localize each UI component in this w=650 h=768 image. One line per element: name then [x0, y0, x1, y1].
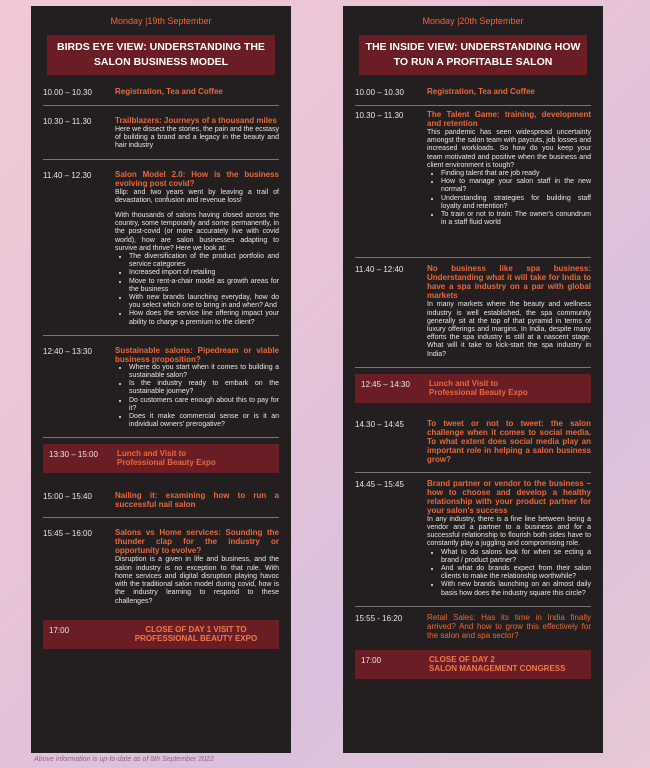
session-time: 12:40 – 13:30 — [43, 346, 92, 356]
session-title: The Talent Game: training, development and retention — [427, 110, 591, 128]
session-bullets — [427, 549, 591, 598]
bullet-item: • With new brands launching everyday, how do you select which one to bring in and when? And — [129, 294, 279, 310]
bullet-item: • Is the industry ready to embark on the sustainable journey? — [129, 380, 279, 396]
session-time: 11.40 – 12.30 — [43, 170, 92, 180]
session-brand-partner — [355, 473, 591, 607]
close-of-day-box — [43, 620, 279, 649]
close-title: CLOSE OF DAY 2 — [429, 654, 495, 664]
close-subtitle: PROFESSIONAL BEAUTY EXPO — [134, 633, 258, 643]
update-footnote: Above information is up-to-date as of 8th September 2022 — [34, 756, 214, 763]
session-nailing-it — [43, 483, 279, 518]
session-time: 15:00 – 15:40 — [43, 492, 92, 502]
lunch-subtitle: Professional Beauty Expo — [117, 458, 216, 468]
close-of-day-box — [355, 650, 591, 679]
bullet-item: • Understanding strategies for building staff loyalty and retention? — [441, 195, 591, 211]
session-description: Disruption is a given in life and business, and the salon industry is no exception to that rule. With home services and digital disruption playing havoc with the traditional salon model during covid, how is the industry learning to respond to these challenges? — [115, 556, 279, 605]
session-trailblazers — [43, 106, 279, 160]
session-time: 14.30 – 14:45 — [355, 419, 404, 429]
session-description-intro: Blip: and two years went by leaving a trail of devastation, confusion and revenue loss! — [115, 188, 279, 204]
bullet-item: • Where do you start when it comes to building a sustainable salon? — [129, 364, 279, 380]
session-title: Nailing it: examining how to run a successful nail salon — [115, 491, 279, 510]
session-title: Retail Sales: Has its time in India finally arrived? And how to grow this effectively for the salon and spa sector? — [427, 612, 591, 640]
bullet-item: • Do customers care enough about this to pay for it? — [129, 397, 279, 413]
bullet-item: • Finding talent that are job ready — [441, 170, 591, 178]
session-description: In many markets where the beauty and wellness industry is well established, the spa community generally sit at the top of that pyramid in terms of luxury offerings and margins. In India, despite many efforts the spa industry is still at a nascent stage. What will it take to kick-start the spa industry in India? — [427, 301, 591, 358]
session-time: 15:45 – 16:00 — [43, 529, 92, 539]
lunch-break-box — [43, 444, 279, 473]
session-time: 11.40 – 12:40 — [355, 265, 404, 275]
session-time: 10.00 – 10.30 — [355, 88, 404, 97]
session-sustainable-salons — [43, 336, 279, 439]
session-time: 10.00 – 10.30 — [43, 88, 92, 97]
bullet-item: • Does it make commercial sense or is it an individual owners' prerogative? — [129, 413, 279, 429]
session-registration — [43, 83, 279, 106]
bullet-item: • How to manage your salon staff in the new normal? — [441, 178, 591, 194]
session-registration — [355, 83, 591, 106]
close-subtitle: SALON MANAGEMENT CONGRESS — [429, 663, 566, 673]
lunch-subtitle: Professional Beauty Expo — [429, 387, 528, 397]
session-home-services — [43, 518, 279, 613]
session-description: In any industry, there is a fine line between being a vendor and a partner to a business and for a successful relationship to flourish both sides have to constantly play a juggling and compromising role. — [427, 515, 591, 548]
bullet-item: • The diversification of the product portfolio and service categories — [129, 253, 279, 269]
session-social-media — [355, 413, 591, 473]
day1-date: Monday |19th September — [110, 16, 212, 26]
session-bullets — [115, 253, 279, 327]
session-time: 17:00 — [361, 655, 382, 665]
bullet-item: • Move to rent-a-chair model as growth areas for the business — [129, 278, 279, 294]
session-title: Sustainable salons: Pipedream or viable business proposition? — [115, 345, 279, 364]
day2-theme-banner: THE INSIDE VIEW: UNDERSTANDING HOW TO RUN A PROFITABLE SALON — [359, 35, 587, 75]
session-talent-game — [355, 106, 591, 258]
session-time: 17:00 — [49, 625, 70, 635]
session-time: 12:45 – 14:30 — [361, 379, 410, 389]
session-retail-sales — [355, 607, 591, 648]
session-spa-business — [355, 258, 591, 367]
day2-column — [343, 6, 603, 753]
session-title: Salon Model 2.0: How is the business evolving post covid? — [115, 169, 279, 188]
day1-theme-banner: BIRDS EYE VIEW: UNDERSTANDING THE SALON BUSINESS MODEL — [47, 35, 275, 75]
session-time: 10.30 – 11.30 — [355, 111, 404, 120]
session-title: Registration, Tea and Coffee — [115, 87, 223, 96]
session-title: Trailblazers: Journeys of a thousand miles — [115, 116, 277, 125]
bullet-item: • To train or not to train: The owner's conundrum in a staff fluid world — [441, 211, 591, 227]
session-time: 13:30 – 15:00 — [49, 450, 98, 460]
close-title: CLOSE OF DAY 1 VISIT TO — [145, 624, 247, 634]
session-time: 14.45 – 15:45 — [355, 479, 404, 489]
session-title: No business like spa business: Understanding what it will take for India to have a spa industry on a par with global markets — [427, 264, 591, 301]
session-title: Salons vs Home services: Sounding the thunder clap for the industry or opportunity to evolve? — [115, 528, 279, 556]
bullet-item: • Increased import of retailing — [129, 269, 279, 277]
session-time: 15:55 - 16:20 — [355, 613, 403, 623]
bullet-item: • And what do brands expect from their salon clients to make the relationship worthwhile? — [441, 565, 591, 581]
lunch-title: Lunch and Visit to — [117, 449, 187, 459]
session-title: Brand partner or vendor to the business – how to choose and develop a healthy relationship with your product partner for your salon's success — [427, 478, 591, 515]
session-time: 10.30 – 11.30 — [43, 117, 92, 126]
session-bullets — [115, 364, 279, 430]
session-salon-model — [43, 160, 279, 336]
lunch-break-box — [355, 374, 591, 403]
session-title: Registration, Tea and Coffee — [427, 87, 535, 96]
session-bullets — [427, 170, 591, 227]
bullet-item: • How does the service line offering impact your ability to charge a premium to the client? — [129, 310, 279, 326]
session-description: Here we dissect the stories, the pain and the ecstasy of building a brand and a legacy in the beauty and hair industry — [115, 126, 279, 150]
session-description: This pandemic has seen widespread uncertainty amongst the salon team with paycuts, job losses and increased workloads. So how do you keep your team motivated and positive when the business and client environment is tough? — [427, 129, 591, 169]
session-title: To tweet or not to tweet: the salon challenge when it comes to social media. To what extent does social media play an important role in helping a salon business grow? — [427, 418, 591, 464]
lunch-title: Lunch and Visit to — [429, 378, 499, 388]
bullet-item: • What to do salons look for when se ecting a brand / product partner? — [441, 549, 591, 565]
session-description-main: With thousands of salons having closed across the country, some temporarily and some permanently, in the post-covid (or more accurately live with covid world), how are salon businesses adapting to survive and thrive? Here we look at: — [115, 212, 279, 252]
session-description — [115, 189, 279, 253]
day1-column — [31, 6, 291, 753]
bullet-item: • With new brands launching on an almost daily basis how does the industry square this circle? — [441, 581, 591, 597]
day2-date: Monday |20th September — [422, 16, 524, 26]
